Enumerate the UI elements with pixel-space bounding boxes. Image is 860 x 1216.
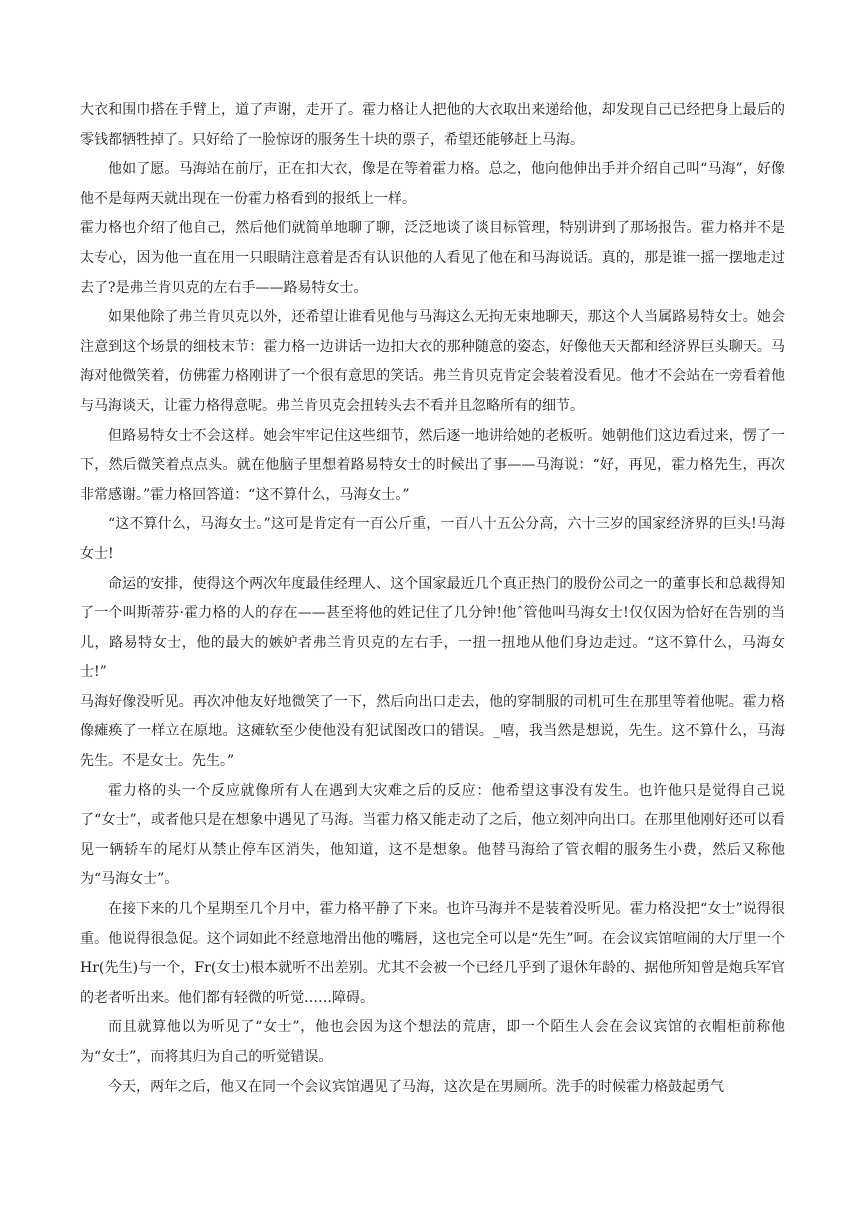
document-page — [80, 96, 785, 1102]
paragraph-5: 但路易特女士不会这样。她会牢牢记住这些细节，然后逐一地讲给她的老板听。她朝他们这边看过来，愣了一下，然后微笑着点点头。就在他脑子里想着路易特女士的时候出了事——马海说：“好，再见，霍力格先生，再次非常感谢。”霍力格回答道：“这不算什么，马海女士。” — [80, 427, 785, 503]
paragraph-7: 命运的安排，使得这个两次年度最佳经理人、这个国家最近几个真正热门的股份公司之一的董事长和总裁得知了一个叫斯蒂芬·霍力格的人的存在——甚至将他的姓记住了几分钟!他ˆ管他叫马海女士!仅仅因为恰好在告别的当儿，路易特女士，他的最大的嫉妒者弗兰肯贝克的左右手，一扭一扭地从他们身边走过。“这不算什么，马海女士!” — [80, 575, 785, 681]
paragraph-2: 他如了愿。马海站在前厅，正在扣大衣，像是在等着霍力格。总之，他向他伸出手并介绍自己叫“马海”，好像他不是每两天就出现在一份霍力格看到的报纸上一样。 — [80, 161, 785, 207]
paragraph-8: 马海好像没听见。再次冲他友好地微笑了一下，然后向出口走去，他的穿制服的司机可生在那里等着他呢。霍力格像瘫痪了一样立在原地。这瘫软至少使他没有犯试图改口的错误。_嘻，我当然是想说，先生。这不算什么，马海先生。不是女士。先生。” — [80, 693, 785, 770]
paragraph-10: 在接下来的几个星期至几个月中，霍力格平静了下来。也许马海并不是装着没听见。霍力格没把“女士”说得很重。他说得很急促。这个词如此不经意地滑出他的嘴唇，这也完全可以是“先生”呵。在会议宾馆喧闹的大厅里一个Hr(先生)与一个，Fr(女士)根本就听不出差别。尤其不会被一个已经几乎到了退休年龄的、据他所知曾是炮兵军官的老者听出来。他们都有轻微的听觉……障碍。 — [80, 901, 785, 1006]
paragraph-4: 如果他除了弗兰肯贝克以外，还希望让谁看见他与马海这么无拘无束地聊天，那这个人当属路易特女士。她会注意到这个场景的细枝末节：霍力格一边讲话一边扣大衣的那种随意的姿态，好像他天天都和经济界巨头聊天。马海对他微笑着，仿佛霍力格刚讲了一个很有意思的笑话。弗兰肯贝克肯定会装着没看见。他才不会站在一旁看着他与马海谈天，让霍力格得意呢。弗兰肯贝克会扭转头去不看并且忽略所有的细节。 — [80, 309, 785, 414]
paragraph-9: 霍力格的头一个反应就像所有人在遇到大灾难之后的反应：他希望这事没有发生。也许他只是觉得自己说了“女士”，或者他只是在想象中遇见了马海。当霍力格又能走动了之后，他立刻冲向出口。在那里他刚好还可以看见一辆轿车的尾灯从禁止停车区消失，他知道，这不是想象。他替马海给了管衣帽的服务生小费，然后又称他为“马海女士”。 — [80, 782, 785, 888]
paragraph-3: 霍力格也介绍了他自己，然后他们就简单地聊了聊，泛泛地谈了谈目标管理，特别讲到了那场报告。霍力格并不是太专心，因为他一直在用一只眼睛注意着是否有认识他的人看见了他在和马海说话。真的，那是谁一摇一摆地走过去了?是弗兰肯贝克的左右手——路易特女士。 — [80, 220, 785, 296]
paragraph-11: 而且就算他以为听见了“女士”，他也会因为这个想法的荒唐，即一个陌生人会在会议宾馆的衣帽柜前称他为“女士”，而将其归为自己的听觉错误。 — [80, 1019, 785, 1065]
paragraph-12: 今天，两年之后，他又在同一个会议宾馆遇见了马海，这次是在男厕所。洗手的时候霍力格鼓起勇气 — [108, 1078, 724, 1095]
paragraph-6: “这不算什么，马海女士。”这可是肯定有一百公斤重，一百八十五公分高，六十三岁的国家经济界的巨头!马海女士! — [80, 516, 785, 562]
paragraph-1: 大衣和围巾搭在手臂上，道了声谢，走开了。霍力格让人把他的大衣取出来递给他，却发现自己已经把身上最后的零钱都牺牲掉了。只好给了一脸惊讶的服务生十块的票子，希望还能够赶上马海。 — [80, 102, 785, 148]
